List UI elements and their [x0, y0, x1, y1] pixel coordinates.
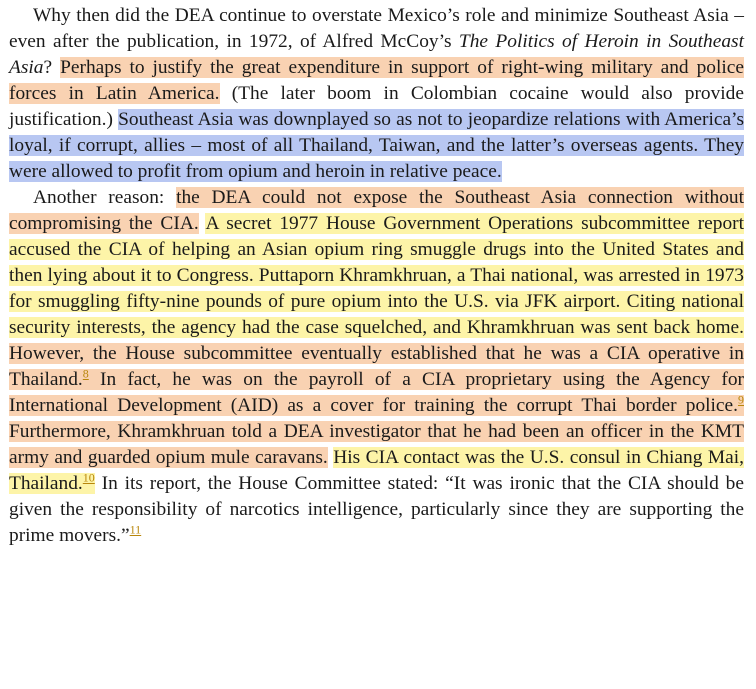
- yellow-highlight[interactable]: A secret 1977 House Government Operations subcommittee report accused the CIA of helping an Asian opium ring smuggle drugs into the United States and then lying about it to Congress. Puttaporn Khramkhruan, a Thai national, was arrested in 1973 for smuggling fifty-nine pounds of pure opium into the U.S. via JFK airport. Citing national security interests, the agency had the case squelched, and Khramkhruan was sent back home.: [9, 213, 744, 338]
- footnote-link-9[interactable]: 9: [738, 392, 744, 407]
- paragraph-2: [9, 185, 744, 549]
- orange-highlight[interactable]: the DEA could not expose the Southeast Asia connection without compromising the CIA.: [9, 187, 744, 234]
- paragraph-1: [9, 3, 744, 185]
- orange-highlight[interactable]: Perhaps to justify the great expenditure in support of right-wing military and police forces in Latin America.: [9, 57, 744, 104]
- text-segment: (The later boom in Colombian cocaine would also provide justification.): [9, 83, 744, 130]
- footnote-link-11[interactable]: 11: [129, 522, 142, 537]
- highlight-text: His CIA contact was the U.S. consul in Chiang Mai, Thailand.: [9, 447, 744, 494]
- text-segment: Another reason:: [33, 187, 177, 208]
- book-title: The Politics of Heroin in Southeast Asia: [9, 31, 744, 78]
- text-segment: [89, 369, 100, 390]
- highlight-text: Furthermore, Khramkhruan told a DEA investigator that he had been an officer in the KMT army and guarded opium mule caravans.: [9, 421, 744, 468]
- text-segment: Why then did the DEA continue to overstate Mexico’s role and minimize Southeast Asia – even after the publication, in 1972, of Alfred McCoy’s: [9, 5, 744, 52]
- highlight-text: In fact, he was on the payroll of a CIA proprietary using the Agency for International Development (AID) as a cover for training the corrupt Thai border police.: [9, 369, 744, 416]
- blue-highlight[interactable]: Southeast Asia was downplayed so as not to jeopardize relations with America’s loyal, if corrupt, allies – most of all Thailand, Taiwan, and the latter’s overseas agents. They were allowed to profit from opium and heroin in relative peace.: [9, 109, 744, 182]
- footnote-link-10[interactable]: 10: [82, 470, 95, 485]
- text-segment: In its report, the House Committee stated: “It was ironic that the CIA should be given the responsibility of narcotics intelligence, particularly since they are supporting the prime movers.”: [9, 473, 744, 546]
- highlight-text: However, the House subcommittee eventually established that he was a CIA operative in Thailand.: [9, 343, 744, 390]
- footnote-link-8[interactable]: 8: [82, 366, 89, 381]
- text-segment: ?: [43, 57, 61, 78]
